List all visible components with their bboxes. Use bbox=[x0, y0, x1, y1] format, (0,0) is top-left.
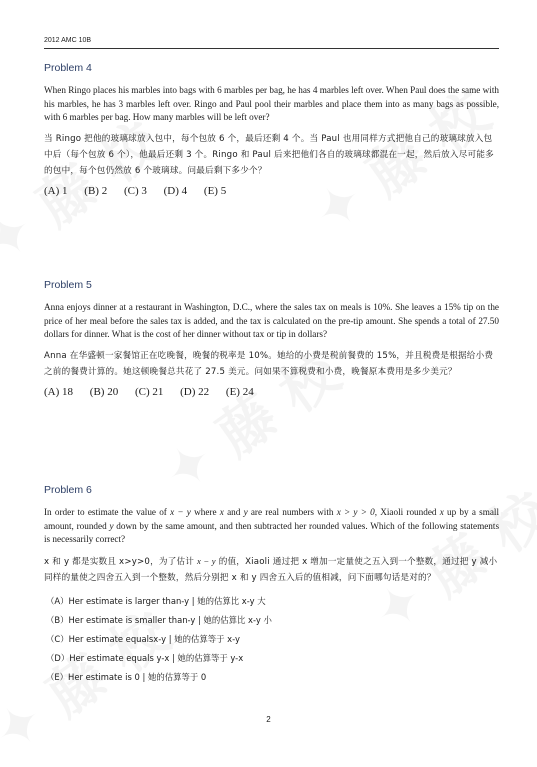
choice-a: (A) 1 bbox=[44, 184, 68, 197]
problem-chinese: 当 Ringo 把他的玻璃球放入包中，每个包放 6 个，最后还剩 4 个。当 Paul 也用同样方式把他自己的玻璃球放入包中后（每个包放 6 个），他最后还剩 3 个。Ringo 和 Paul 后来把他们各自的玻璃球都混在一起，然后放入尽可能多的包中，每个包仍然放 6 个玻璃球。问最后剩下多少个？ bbox=[44, 133, 494, 176]
math-expression: x − y bbox=[197, 555, 216, 566]
choice-a: （A）Her estimate is larger than-y | 她的估算比 x-y 大 bbox=[46, 595, 266, 606]
problem-5 bbox=[44, 279, 499, 398]
math-variable: x bbox=[439, 507, 444, 517]
text-segment: x 和 y 都是实数且 x>y>0，为了估计 bbox=[44, 556, 195, 567]
math-variable: y bbox=[109, 520, 114, 531]
choice-c: (C) 3 bbox=[123, 184, 147, 197]
problem-6 bbox=[44, 484, 499, 687]
problem-english: When Ringo places his marbles into bags with 6 marbles per bag, he has 4 marbles left over. When Paul does the same with his marbles, he has 3 marbles left over. Ringo and Paul pool their marbles and place them into as many bags as possible, with 6 marbles per bag. How many marbles will be left over? bbox=[44, 85, 499, 122]
text-segment: are real numbers with bbox=[250, 507, 334, 517]
choice-d: (D) 4 bbox=[163, 184, 188, 197]
text-segment: and bbox=[227, 507, 241, 517]
problem-title: Problem 4 bbox=[44, 62, 92, 74]
problem-4 bbox=[44, 62, 499, 197]
choice-d: (D) 22 bbox=[180, 385, 210, 398]
math-variable: x bbox=[219, 507, 224, 517]
problem-title: Problem 6 bbox=[44, 484, 92, 496]
choice-d: （D）Her estimate equals y-x | 她的估算等于 y-x bbox=[46, 652, 244, 663]
text-segment: , Xiaoli rounded bbox=[374, 507, 437, 517]
math-variable: y bbox=[243, 507, 248, 517]
problem-english: Anna enjoys dinner at a restaurant in Washington, D.C., where the sales tax on meals is 10%. She leaves a 15% tip on the price of her meal before the sales tax is added, and the tax is calculated on the pre-tip amount. She spends a total of 27.50 dollars for dinner. What is the cost of her dinner without tax or tip in dollars? bbox=[44, 302, 499, 339]
choice-e: （E）Her estimate is 0 | 她的估算等于 0 bbox=[46, 671, 207, 682]
text-segment: 的值，Xiaoli 通过把 x 增加一定量使之五入到一个整数，通过把 y 减小同样的量使之四舍五入到一个整数，然后分别把 x 和 y 四舍五入后的值相减，问下面哪句话是对的？ bbox=[44, 556, 498, 583]
header-label: 2012 AMC 10B bbox=[44, 37, 92, 44]
problem-chinese bbox=[44, 553, 499, 586]
choice-e: (E) 24 bbox=[225, 385, 254, 398]
page-number: 2 bbox=[266, 715, 271, 724]
problem-title: Problem 5 bbox=[44, 279, 92, 291]
choice-b: （B）Her estimate is smaller than-y | 她的估算比 x-y 小 bbox=[46, 614, 272, 625]
problem-chinese: Anna 在华盛顿一家餐馆正在吃晚餐，晚餐的税率是 10%。她给的小费是税前餐费的 15%，并且税费是根据给小费之前的餐费计算的。她这顿晚餐总共花了 27.5 美元。问如果不算税费和小费，晚餐原本费用是多少美元？ bbox=[44, 350, 494, 377]
text-segment: up by a small amount, rounded bbox=[44, 507, 500, 531]
choice-a: (A) 18 bbox=[44, 385, 74, 398]
text-segment: In order to estimate the value of bbox=[44, 507, 167, 517]
math-expression: x > y > 0 bbox=[336, 507, 375, 517]
answer-choices bbox=[44, 386, 499, 398]
page-header bbox=[44, 38, 499, 49]
problem-english bbox=[44, 506, 499, 547]
math-expression: x − y bbox=[170, 507, 191, 517]
answer-choices bbox=[44, 185, 499, 197]
choice-c: (C) 21 bbox=[134, 385, 164, 398]
choice-e: (E) 5 bbox=[203, 184, 227, 197]
choice-c: （C）Her estimate equalsx-y | 她的估算等于 x-y bbox=[46, 633, 240, 644]
choice-b: (B) 2 bbox=[84, 184, 108, 197]
text-segment: down by the same amount, and then subtracted her rounded values. Which of the following statements is necessarily correct? bbox=[44, 520, 500, 544]
text-segment: where bbox=[194, 507, 217, 517]
choice-b: (B) 20 bbox=[89, 385, 119, 398]
